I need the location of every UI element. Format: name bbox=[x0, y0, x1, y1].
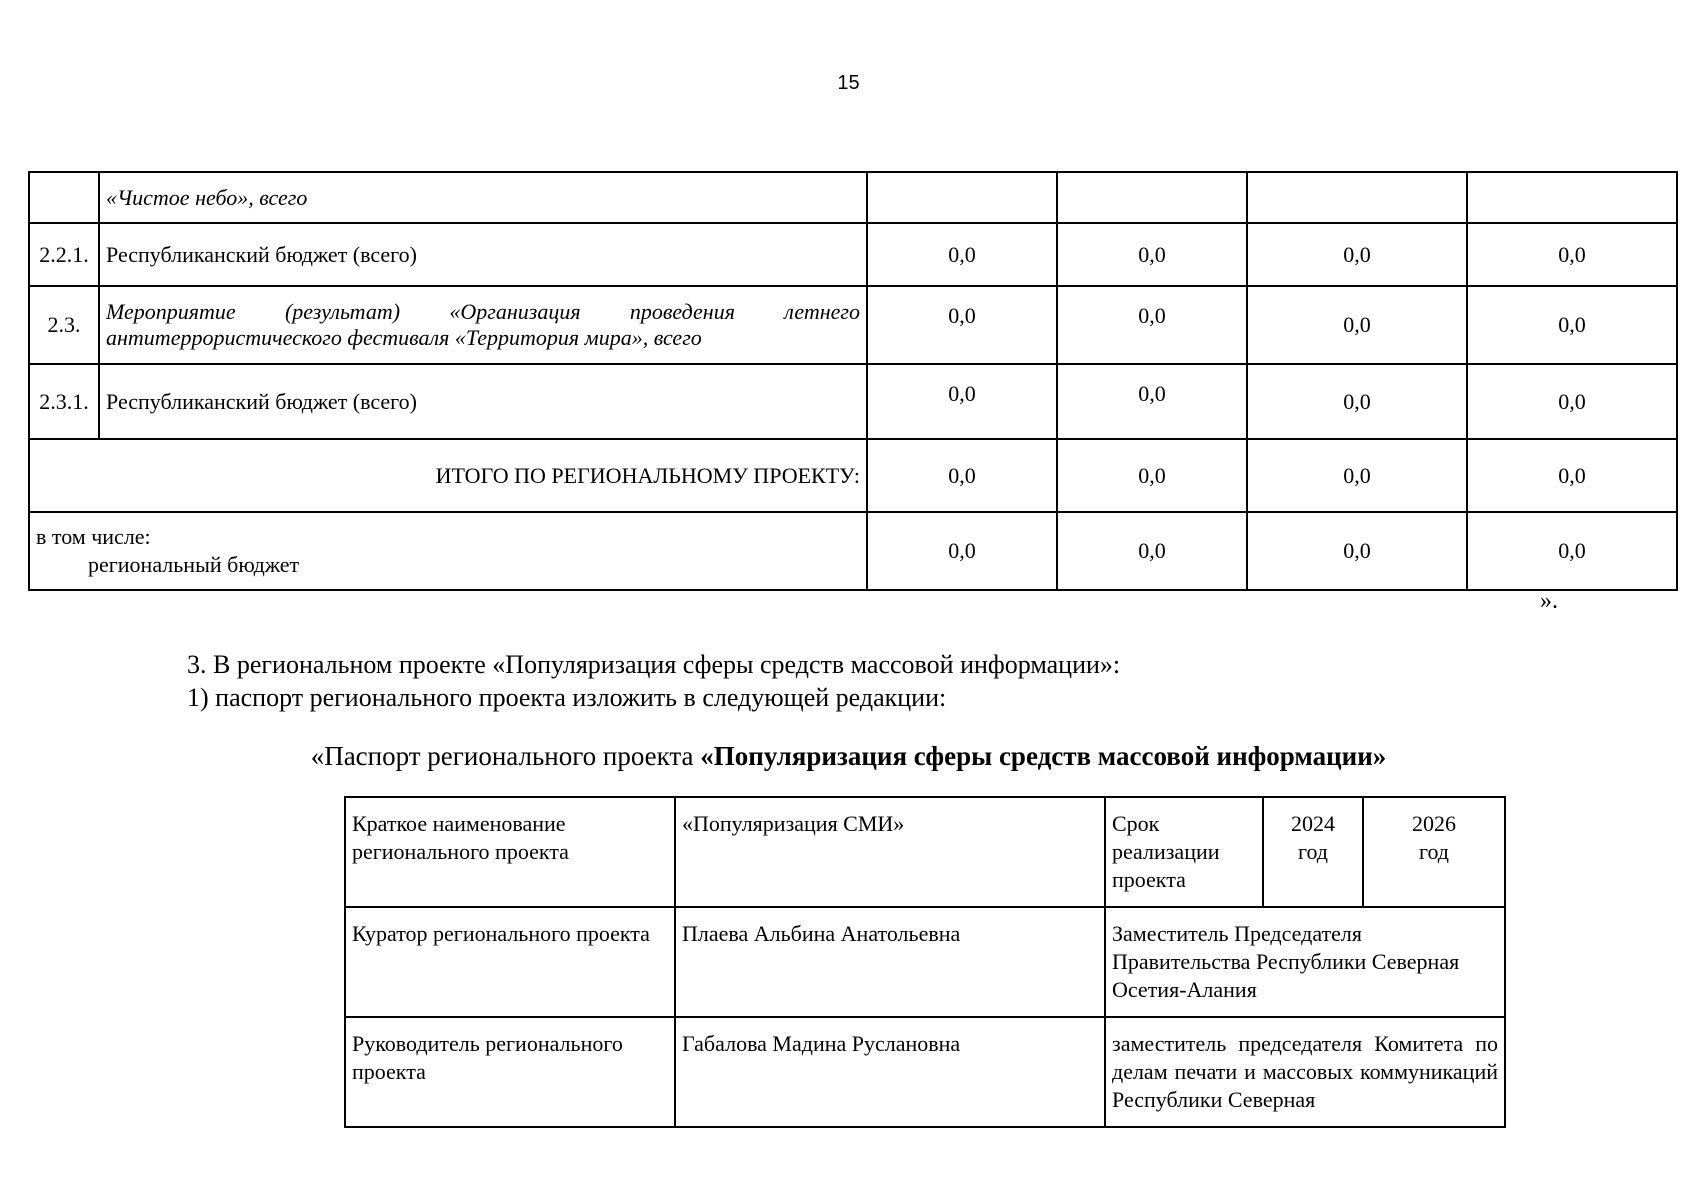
value-cell: 0,0 bbox=[867, 439, 1057, 512]
value-cell: 0,0 bbox=[1247, 512, 1467, 590]
value-cell: 0,0 bbox=[1247, 364, 1467, 439]
value-cell: 0,0 bbox=[867, 512, 1057, 590]
table-row bbox=[29, 172, 1677, 223]
value-cell bbox=[1057, 172, 1247, 223]
passport-title-prefix: «Паспорт регионального проекта bbox=[310, 741, 701, 771]
head-label: Руководитель регионального проекта bbox=[345, 1017, 675, 1127]
value-cell: 0,0 bbox=[1057, 439, 1247, 512]
row-code bbox=[29, 172, 99, 223]
curator-position: Заместитель Председателя Правительства Республики Северная Осетия-Алания bbox=[1105, 907, 1505, 1017]
value-cell: 0,0 bbox=[867, 286, 1057, 364]
row-name: Республиканский бюджет (всего) bbox=[99, 364, 867, 439]
start-year-value: 2024 bbox=[1291, 811, 1335, 836]
table-row bbox=[345, 797, 1505, 907]
row-name bbox=[99, 286, 867, 364]
total-label: ИТОГО ПО РЕГИОНАЛЬНОМУ ПРОЕКТУ: bbox=[29, 439, 867, 512]
start-year bbox=[1263, 797, 1363, 907]
including-heading: в том числе: bbox=[36, 524, 151, 549]
value-cell: 0,0 bbox=[1247, 223, 1467, 286]
row-code: 2.3. bbox=[29, 286, 99, 364]
row-name: «Чистое небо», всего bbox=[99, 172, 867, 223]
row-code: 2.3.1. bbox=[29, 364, 99, 439]
value-cell: 0,0 bbox=[1057, 512, 1247, 590]
value-cell bbox=[867, 172, 1057, 223]
value-cell: 0,0 bbox=[1057, 223, 1247, 286]
passport-title-project-name: «Популяризация сферы средств массовой информации» bbox=[700, 741, 1387, 771]
row-name: Республиканский бюджет (всего) bbox=[99, 223, 867, 286]
table-row bbox=[29, 364, 1677, 439]
table-row bbox=[29, 223, 1677, 286]
curator-label: Куратор регионального проекта bbox=[345, 907, 675, 1017]
value-cell bbox=[1247, 172, 1467, 223]
passport-title bbox=[0, 741, 1697, 772]
value-cell: 0,0 bbox=[1467, 439, 1677, 512]
term-label: Срок реализации проекта bbox=[1105, 797, 1263, 907]
value-cell bbox=[1467, 172, 1677, 223]
end-year-value: 2026 bbox=[1412, 811, 1456, 836]
budget-table bbox=[28, 171, 1678, 591]
paragraph-item-3: 3. В региональном проекте «Популяризация сферы средств массовой информации»: bbox=[187, 650, 1121, 679]
table-row bbox=[345, 907, 1505, 1017]
including-label bbox=[29, 512, 867, 590]
value-cell: 0,0 bbox=[1467, 223, 1677, 286]
value-cell: 0,0 bbox=[1247, 286, 1467, 364]
page-number: 15 bbox=[837, 72, 860, 94]
end-year-word: год bbox=[1418, 839, 1450, 864]
value-cell: 0,0 bbox=[1467, 512, 1677, 590]
passport-table bbox=[344, 796, 1506, 1128]
row-name-line2: антитеррористического фестиваля «Территория мира», всего bbox=[106, 325, 702, 350]
value-cell: 0,0 bbox=[867, 223, 1057, 286]
curator-name: Плаева Альбина Анатольевна bbox=[675, 907, 1105, 1017]
regional-budget-label: региональный бюджет bbox=[88, 552, 300, 577]
table-row bbox=[29, 286, 1677, 364]
short-name-value: «Популяризация СМИ» bbox=[675, 797, 1105, 907]
head-name: Габалова Мадина Руслановна bbox=[675, 1017, 1105, 1127]
head-position: заместитель председателя Комитета по делам печати и массовых коммуникаций Республики Северная bbox=[1105, 1017, 1505, 1127]
paragraph-subitem-1: 1) паспорт регионального проекта изложить в следующей редакции: bbox=[187, 683, 947, 712]
closing-quote: ». bbox=[1540, 588, 1558, 614]
value-cell: 0,0 bbox=[1247, 439, 1467, 512]
value-cell: 0,0 bbox=[1057, 286, 1247, 364]
value-cell: 0,0 bbox=[867, 364, 1057, 439]
end-year bbox=[1363, 797, 1505, 907]
total-row bbox=[29, 439, 1677, 512]
short-name-label: Краткое наименование регионального проекта bbox=[345, 797, 675, 907]
row-name-line1: Мероприятие (результат) «Организация проведения летнего bbox=[106, 299, 860, 324]
row-code: 2.2.1. bbox=[29, 223, 99, 286]
value-cell: 0,0 bbox=[1467, 286, 1677, 364]
including-row bbox=[29, 512, 1677, 590]
start-year-word: год bbox=[1297, 839, 1329, 864]
value-cell: 0,0 bbox=[1057, 364, 1247, 439]
value-cell: 0,0 bbox=[1467, 364, 1677, 439]
table-row bbox=[345, 1017, 1505, 1127]
